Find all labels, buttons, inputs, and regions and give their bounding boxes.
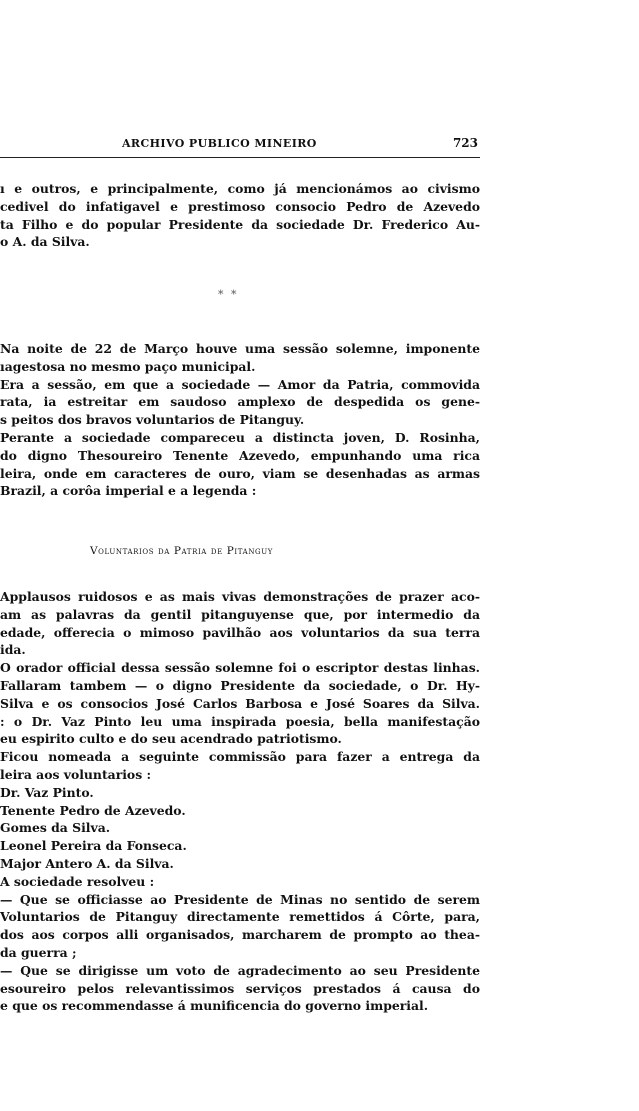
text-line: dos aos corpos alli organisados, marcharem de prompto ao thea- xyxy=(0,927,480,943)
banner-legend-caption: Voluntarios da Patria de Pitanguy xyxy=(90,545,273,557)
text-line: — Que se officiasse ao Presidente de Minas no sentido de serem xyxy=(0,891,480,907)
list-item: Dr. Vaz Pinto. xyxy=(0,784,94,800)
text-line: edade, offerecia o mimoso pavilhão aos voluntarios da sua terra xyxy=(0,624,480,640)
text-line: e que os recommendasse á munificencia do governo imperial. xyxy=(0,998,429,1014)
header-rule xyxy=(0,157,480,158)
text-line: Ficou nomeada a seguinte commissão para fazer a entrega da xyxy=(0,749,480,765)
text-line: — Que se dirigisse um voto de agradecimento ao seu Presidente xyxy=(0,962,480,978)
text-line: Brazil, a corôa imperial e a legenda : xyxy=(0,483,257,499)
running-title: ARCHIVO PUBLICO MINEIRO xyxy=(122,137,317,150)
text-line: ıagestosa no mesmo paço municipal. xyxy=(0,358,256,374)
text-line: Fallaram tambem — o digno Presidente da sociedade, o Dr. Hy- xyxy=(0,677,480,693)
list-item: Tenente Pedro de Azevedo. xyxy=(0,802,186,818)
text-line: Silva e os consocios José Carlos Barbosa e José Soares da Silva. xyxy=(0,695,480,711)
paragraph-block-top xyxy=(0,180,480,251)
text-line: am as palavras da gentil pitanguyense que, por intermedio da xyxy=(0,606,480,622)
text-line: do digno Thesoureiro Tenente Azevedo, empunhando uma rica xyxy=(0,447,480,463)
list-item: Leonel Pereira da Fonseca. xyxy=(0,838,187,854)
text-line: o A. da Silva. xyxy=(0,234,90,250)
paragraph-block-middle xyxy=(0,340,480,500)
text-line: O orador official dessa sessão solemne foi o escriptor destas linhas. xyxy=(0,660,480,676)
text-line: Applausos ruidosos e as mais vivas demonstrações de prazer aco- xyxy=(0,589,480,604)
page-number: 723 xyxy=(452,136,478,150)
list-item: Gomes da Silva. xyxy=(0,820,111,836)
text-line: da guerra ; xyxy=(0,944,77,960)
text-line: leira aos voluntarios : xyxy=(0,766,152,782)
text-line: eu espirito culto e do seu acendrado patriotismo. xyxy=(0,731,342,747)
text-line: Na noite de 22 de Março houve uma sessão solemne, imponente xyxy=(0,341,480,356)
text-line: s peitos dos bravos voluntarios de Pitanguy. xyxy=(0,412,305,428)
page-header xyxy=(0,137,478,157)
text-line: ı e outros, e principalmente, como já mencionámos ao civismo xyxy=(0,181,480,196)
paragraph-block-bottom xyxy=(0,588,480,1015)
text-line: rata, ia estreitar em saudoso amplexo de despedida os gene- xyxy=(0,394,480,410)
list-item: Major Antero A. da Silva. xyxy=(0,855,174,871)
text-line: A sociedade resolveu : xyxy=(0,873,155,889)
text-line: Voluntarios de Pitanguy directamente remettidos á Côrte, para, xyxy=(0,909,480,925)
section-separator: * * xyxy=(218,288,239,301)
text-line: Era a sessão, em que a sociedade — Amor da Patria, commovida xyxy=(0,376,480,392)
text-line: : o Dr. Vaz Pinto leu uma inspirada poesia, bella manifestação xyxy=(0,713,480,729)
text-line: cedivel do infatigavel e prestimoso consocio Pedro de Azevedo xyxy=(0,198,480,214)
text-line: ta Filho e do popular Presidente da sociedade Dr. Frederico Au- xyxy=(0,216,480,232)
text-line: Perante a sociedade compareceu a distincta joven, D. Rosinha, xyxy=(0,429,480,445)
text-line: ida. xyxy=(0,642,26,658)
text-line: esoureiro pelos relevantissimos serviços prestados á causa do xyxy=(0,980,480,996)
text-line: leira, onde em caracteres de ouro, viam se desenhadas as armas xyxy=(0,465,480,481)
